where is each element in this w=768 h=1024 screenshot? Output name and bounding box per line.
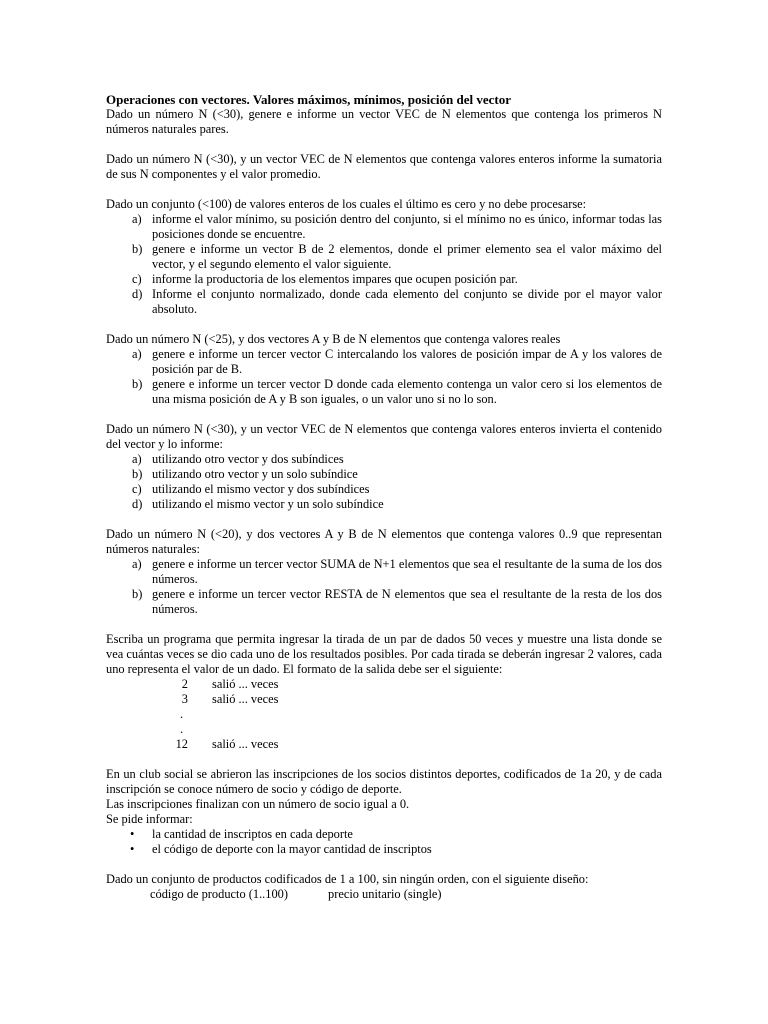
field-product-code: código de producto (1..100) <box>150 887 288 901</box>
bullet-icon: • <box>130 827 135 841</box>
exercise-6-list <box>106 557 662 617</box>
exercise-8-intro: En un club social se abrieron las inscripciones de los socios distintos deportes, codificados de 1a 20, y de cada inscripción se conoce número de socio y código de deporte. <box>106 767 662 796</box>
document-body <box>106 92 662 902</box>
output-row: 12 salió ... veces <box>175 737 279 751</box>
list-item: a) informe el valor mínimo, su posición dentro del conjunto, si el mínimo no es único, informar todas las posiciones donde se encuentre. <box>132 212 662 241</box>
exercise-8-line: Las inscripciones finalizan con un número de socio igual a 0. <box>106 797 410 811</box>
output-row: 3 salió ... veces <box>181 692 279 706</box>
exercise-2: Dado un número N (<30), y un vector VEC de N elementos que contenga valores enteros informe la sumatoria de sus N componentes y el valor promedio. <box>106 152 662 181</box>
record-design <box>106 887 662 902</box>
list-item: • la cantidad de inscriptos en cada deporte <box>130 827 353 841</box>
list-item: a) genere e informe un tercer vector C intercalando los valores de posición impar de A y los valores de posición par de B. <box>132 347 662 376</box>
list-item: c) utilizando el mismo vector y dos subíndices <box>132 482 370 496</box>
list-item: a) genere e informe un tercer vector SUMA de N+1 elementos que sea el resultante de la suma de los dos números. <box>132 557 662 586</box>
exercise-5-list <box>106 452 662 512</box>
exercise-5-intro: Dado un número N (<30), y un vector VEC de N elementos que contenga valores enteros invierta el contenido del vector y lo informe: <box>106 422 662 451</box>
list-item: d) Informe el conjunto normalizado, donde cada elemento del conjunto se divide por el mayor valor absoluto. <box>132 287 662 316</box>
list-item: b) genere e informe un tercer vector D donde cada elemento contenga un valor cero si los elementos de una misma posición de A y B son iguales, o un valor uno si no lo son. <box>132 377 662 406</box>
page-title: Operaciones con vectores. Valores máximos, mínimos, posición del vector <box>106 92 512 107</box>
list-item: b) utilizando otro vector y un solo subíndice <box>132 467 358 481</box>
exercise-1: Dado un número N (<30), genere e informe un vector VEC de N elementos que contenga los primeros N números naturales pares. <box>106 107 662 136</box>
output-ellipsis: . <box>180 707 184 721</box>
exercise-3-list <box>106 212 662 317</box>
exercise-3-intro: Dado un conjunto (<100) de valores enteros de los cuales el último es cero y no debe procesarse: <box>106 197 587 211</box>
list-item: b) genere e informe un vector B de 2 elementos, donde el primer elemento sea el valor máximo del vector, y el segundo elemento el valor siguiente. <box>132 242 662 271</box>
exercise-6-intro: Dado un número N (<20), y dos vectores A y B de N elementos que contenga valores 0..9 que representan números naturales: <box>106 527 662 556</box>
exercise-8-line: Se pide informar: <box>106 812 193 826</box>
exercise-4-list <box>106 347 662 407</box>
field-unit-price: precio unitario (single) <box>328 887 442 901</box>
list-item: • el código de deporte con la mayor cantidad de inscriptos <box>130 842 432 856</box>
list-item: c) informe la productoria de los elementos impares que ocupen posición par. <box>132 272 518 286</box>
list-item: d) utilizando el mismo vector y un solo subíndice <box>132 497 384 511</box>
output-ellipsis: . <box>180 722 184 736</box>
output-row: 2 salió ... veces <box>181 677 279 691</box>
exercise-4-intro: Dado un número N (<25), y dos vectores A y B de N elementos que contenga valores reales <box>106 332 561 346</box>
list-item: b) genere e informe un tercer vector RESTA de N elementos que sea el resultante de la resta de los dos números. <box>132 587 662 616</box>
exercise-9-intro: Dado un conjunto de productos codificados de 1 a 100, sin ningún orden, con el siguiente diseño: <box>106 872 589 886</box>
exercise-7-intro: Escriba un programa que permita ingresar la tirada de un par de dados 50 veces y muestre una lista donde se vea cuántas veces se dio cada uno de los resultados posibles. Por cada tirada se deberán ingresar 2 valores, cada uno representa el valor de un dado. El formato de la salida debe ser el siguiente: <box>106 632 662 676</box>
bullet-icon: • <box>130 842 135 856</box>
list-item: a) utilizando otro vector y dos subíndices <box>132 452 344 466</box>
exercise-8-list <box>106 827 662 857</box>
